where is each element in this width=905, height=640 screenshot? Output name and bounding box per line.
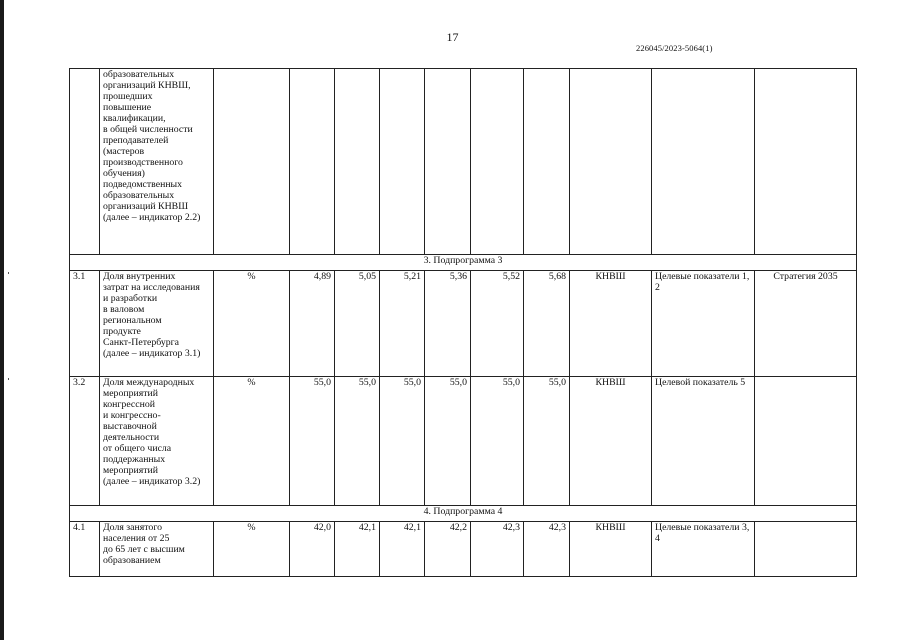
name-line: (далее – индикатор 2.2) [103, 211, 201, 223]
name-line: в валовом [103, 303, 145, 315]
section-title: 4. Подпрограмма 4 [70, 506, 857, 522]
name-line: обучения) [103, 167, 145, 179]
row-number-cell: 4.1 [70, 522, 100, 577]
name-line: Доля занятого [103, 522, 162, 533]
value-cell [380, 69, 425, 255]
name-line: от общего числа [103, 442, 172, 454]
value-cell: 55,0 [425, 377, 471, 506]
value-cell: 55,0 [380, 377, 425, 506]
value-cell [290, 69, 335, 255]
indicator-name-cell [100, 69, 214, 255]
responsible-cell: КНВШ [570, 271, 652, 377]
document-cell [755, 522, 857, 577]
value-cell: 5,52 [471, 271, 524, 377]
value-cell: 5,05 [335, 271, 380, 377]
document-cell [755, 377, 857, 506]
name-line: производственного [103, 156, 183, 168]
row-number-cell: 3.2 [70, 377, 100, 506]
name-line: до 65 лет с высшим [103, 543, 185, 555]
value-cell: 55,0 [335, 377, 380, 506]
unit-cell: % [214, 271, 290, 377]
targets-cell: Целевой показатель 5 [652, 377, 755, 506]
name-line: подведомственных [103, 178, 183, 190]
responsible-cell: КНВШ [570, 377, 652, 506]
value-cell: 42,2 [425, 522, 471, 577]
document-code: 226045/2023-5064(1) [636, 43, 713, 53]
scan-mark [8, 272, 9, 274]
name-line: мероприятий [103, 387, 159, 399]
name-line: выставочной [103, 420, 157, 432]
name-line: преподавателей [103, 134, 169, 146]
unit-cell [214, 69, 290, 255]
name-line: затрат на исследования [103, 281, 200, 293]
value-cell: 55,0 [471, 377, 524, 506]
name-line: и разработки [103, 292, 158, 304]
name-line: квалификации, [103, 112, 166, 124]
value-cell: 42,1 [380, 522, 425, 577]
unit-cell: % [214, 377, 290, 506]
name-line: образовательных [103, 69, 175, 80]
value-cell: 42,0 [290, 522, 335, 577]
value-cell: 55,0 [290, 377, 335, 506]
value-cell: 5,36 [425, 271, 471, 377]
name-line: деятельности [103, 431, 160, 443]
name-line: (далее – индикатор 3.1) [103, 347, 201, 359]
indicator-name-cell [100, 271, 214, 377]
indicators-table [69, 68, 857, 577]
value-cell: 4,89 [290, 271, 335, 377]
name-line: организаций КНВШ [103, 200, 189, 212]
value-cell: 55,0 [524, 377, 570, 506]
unit-cell: % [214, 522, 290, 577]
name-line: в общей численности [103, 123, 193, 135]
name-line: прошедших [103, 90, 153, 102]
scan-mark [8, 378, 9, 380]
section-row [70, 506, 857, 522]
name-line: Санкт-Петербурга [103, 336, 180, 348]
name-line: мероприятий [103, 464, 159, 476]
name-line: организаций КНВШ, [103, 79, 191, 91]
table-row [70, 377, 857, 506]
responsible-cell: КНВШ [570, 522, 652, 577]
row-number-cell: 3.1 [70, 271, 100, 377]
name-line: Доля международных [103, 377, 195, 388]
name-line: образованием [103, 554, 161, 566]
name-line: образовательных [103, 189, 175, 201]
name-line: населения от 25 [103, 532, 170, 544]
value-cell: 42,3 [524, 522, 570, 577]
document-cell [755, 69, 857, 255]
value-cell [524, 69, 570, 255]
targets-cell: Целевые показатели 1, 2 [652, 271, 755, 377]
name-line: конгрессной [103, 398, 155, 410]
document-cell: Стратегия 2035 [755, 271, 857, 377]
table-row [70, 69, 857, 255]
name-line: продукте [103, 325, 141, 337]
name-line: региональном [103, 314, 162, 326]
indicator-name-cell [100, 522, 214, 577]
section-title: 3. Подпрограмма 3 [70, 255, 857, 271]
targets-cell [652, 69, 755, 255]
name-line: Доля внутренних [103, 271, 176, 282]
indicator-name-cell [100, 377, 214, 506]
responsible-cell [570, 69, 652, 255]
name-line: поддержанных [103, 453, 166, 465]
table-row [70, 522, 857, 577]
page-number: 17 [446, 30, 459, 44]
row-number-cell [70, 69, 100, 255]
name-line: и конгрессно- [103, 409, 161, 421]
name-line: (далее – индикатор 3.2) [103, 475, 201, 487]
value-cell: 5,21 [380, 271, 425, 377]
value-cell: 42,1 [335, 522, 380, 577]
name-line: повышение [103, 101, 152, 113]
value-cell [335, 69, 380, 255]
value-cell [471, 69, 524, 255]
section-row [70, 255, 857, 271]
value-cell: 5,68 [524, 271, 570, 377]
value-cell [425, 69, 471, 255]
value-cell: 42,3 [471, 522, 524, 577]
targets-cell: Целевые показатели 3, 4 [652, 522, 755, 577]
scan-edge [0, 0, 4, 640]
name-line: (мастеров [103, 145, 145, 157]
table-row [70, 271, 857, 377]
